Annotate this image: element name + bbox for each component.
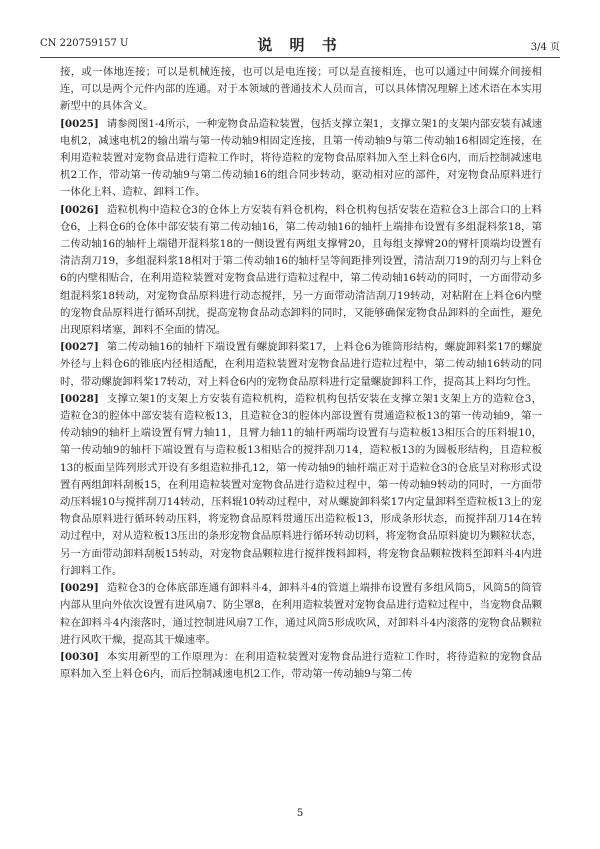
- paragraph-text: 本实用新型的工作原理为：在利用造粒装置对宠物食品进行造粒工作时，将待造粒的宠物食品原料加入至上料仓6内，而后控制减速电机2工作，带动第一传动轴9与第二传: [60, 650, 542, 681]
- page-indicator: 3/4 页: [530, 42, 560, 53]
- paragraph: [60, 202, 542, 340]
- page-header: [40, 34, 560, 56]
- paragraph-text: 请参阅图1-4所示，一种宠物食品造粒装置，包括支撑立架1，支撑立架1的支架内部安装有减速电机2，减速电机2的输出端与第一传动轴9相固定连接，且第一传动轴9与第二传动轴16相固定连接，在利用造粒装置对宠物食品进行造粒工作时，将待造粒的宠物食品原料加入至上料仓6内，而后控制减速电机2工作，带动第一传动轴9与第二传动轴16的组合同步转动，驱动相对应的部件，对宠物食品原料进行一体化上料、造粒、卸料工作。: [60, 117, 542, 199]
- paragraph-text: 造粒机构中造粒仓3的仓体上方安装有料仓机构，料仓机构包括安装在造粒仓3上部合口的上料仓6，上料仓6的仓体中部安装有第二传动轴16，第二传动轴16的轴杆上端排布设置有多组混料浆18，第二传动轴16的轴杆上端错开混料浆18的一侧设置有两组支撑臂20，且每组支撑臂20的臂杆顶端均设置有清洁刮刀19，多组混料浆18相对于第二传动轴16的轴杆呈等间距排列设置，清洁刮刀19的刮刃与上料仓6的内壁相贴合，在利用造粒装置对宠物食品进行造粒过程中，第二传动轴16转动的同时，一方面带动多组混料浆18转动，对宠物食品原料进行动态搅拌，另一方面带动清洁刮刀19转动，对粘附在上料仓6内壁的宠物食品原料进行循环刮扰，提高宠物食品动态卸料的同时，又能够确保宠物食品卸料的全面性，避免出现原料堵塞，卸料不全面的情况。: [60, 203, 542, 337]
- paragraph-number: [0029]: [60, 582, 99, 595]
- paragraph-number: [0025]: [60, 117, 99, 130]
- paragraph: [60, 64, 542, 116]
- document-body: [60, 64, 542, 683]
- document-title: 说 明 书: [257, 36, 343, 54]
- paragraph-number: [0030]: [60, 650, 99, 663]
- paragraph-text: 支撑立架1的支架上方安装有造粒机构，造粒机构包括安装在支撑立架1支架上方的造粒仓3，造粒仓3的腔体中部安装有造粒板13，且造粒仓3的腔体内部设置有贯通造粒板13的第一传动轴9，第一传动轴9的轴杆上端设置有臂力轴11，且臂力轴11的轴杆两端均设置有与造粒板13相压合的压料辊10，第一传动轴9的轴杆下端设置有与造粒板13相贴合的搅拌刮刀14，造粒板13的为圆板形结构，且造粒板13的板面呈阵列形式开设有多组造粒排孔12，第一传动轴9的轴杆端正对于造粒仓3的仓底呈对称形式设置有两组卸料刮板15，在利用造粒装置对宠物食品进行造粒过程中，第一传动轴9转动的同时，一方面带动压料辊10与搅拌刮刀14转动，压料辊10转动过程中，对从螺旋卸料桨17内定量卸料至造粒板13上的宠物食品原料进行循环转动压料，将宠物食品原料贯通压出造粒板13，形成条形状态，而搅拌刮刀14在转动过程中，对从造粒板13压出的条形宠物食品原料进行循环转动切料，将宠物食品原料旋切为颗粒状态，另一方面带动卸料刮板15转动，对宠物食品颗粒进行搅拌拨料卸料，将宠物食品颗粒拨料至卸料斗4内进行卸料工作。: [60, 392, 542, 577]
- paragraph: [60, 116, 542, 202]
- header-divider: [40, 57, 560, 58]
- paragraph: [60, 391, 542, 580]
- paragraph-number: [0026]: [60, 203, 99, 216]
- paragraph-text: 第二传动轴16的轴杆下端设置有螺旋卸料桨17，上料仓6为锥筒形结构，螺旋卸料桨17的螺旋外径与上料仓6的锥底内径相适配，在利用造粒装置对宠物食品进行造粒过程中，第二传动轴16转动的同时，带动螺旋卸料桨17转动，对上料仓6内的宠物食品原料进行定量螺旋卸料工作，提高其上料均匀性。: [60, 341, 542, 388]
- paragraph-number: [0027]: [60, 341, 99, 354]
- paragraph-text: 造粒仓3的仓体底部连通有卸料斗4，卸料斗4的管道上端排布设置有多组风筒5，风筒5的筒管内部从里向外依次设置有进风扇7、防尘罩8，在利用造粒装置对宠物食品进行造粒过程中，当宠物食品颗粒在卸料斗4内滚落时，通过控制进风扇7工作，通过风筒5形成吹风，对卸料斗4内滚落的宠物食品颗粒进行风吹干燥，提高其干燥速率。: [60, 582, 542, 646]
- paragraph-number: [0028]: [60, 392, 99, 405]
- paragraph: [60, 339, 542, 391]
- patent-number: CN 220759157 U: [40, 38, 129, 49]
- page-number: 5: [296, 808, 304, 819]
- paragraph: [60, 649, 542, 683]
- paragraph: [60, 580, 542, 649]
- paragraph-text: 接，或一体地连接；可以是机械连接，也可以是电连接；可以是直接相连，也可以通过中间媒介间接相连，可以是两个元件内部的连通。对于本领域的普通技术人员而言，可以具体情况理解上述术语在本实用新型中的具体含义。: [60, 66, 542, 113]
